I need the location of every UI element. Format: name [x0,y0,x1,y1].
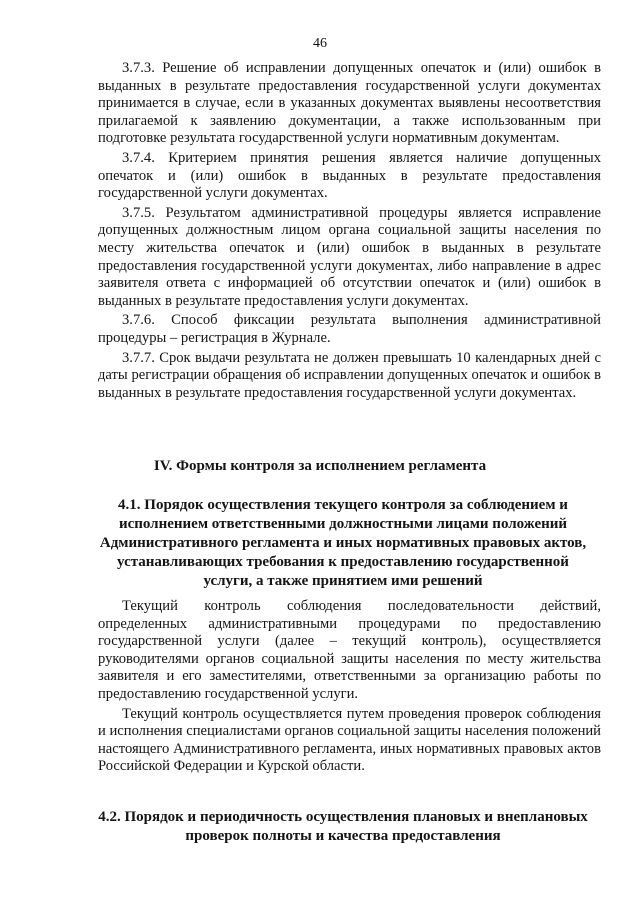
paragraph-4-1-first: Текущий контроль соблюдения последовательности действий, определенных административными процедурами по предоставлению государственной услуги (далее – текущий контроль), осуществляется руководителями органов социальной защиты населения по месту жительства заявителя и его заместителями, ответственными за организацию работы по предоставлению государственной услуги. [98,598,601,702]
paragraph-3-7-4: 3.7.4. Критерием принятия решения является наличие допущенных опечаток и (или) ошибок в выданных в результате предоставления государственной услуги документах. [98,149,601,202]
subsection-4-1-heading: 4.1. Порядок осуществления текущего контроля за соблюдением и исполнением ответственными должностными лицами положений Административного регламента и иных нормативных правовых актов, устанавливающих требования к предоставлению государственной услуги, а также принятием ими решений [99,497,587,589]
section-3-7-text [98,60,601,404]
paragraph-3-7-5: 3.7.5. Результатом административной процедуры является исправление допущенных должностным лицом органа социальной защиты населения по месту жительства опечаток и (или) ошибок в выданных в результате предоставления государственной услуги документах, либо направление в адрес заявителя ответа с информацией об отсутствии опечаток и (или) ошибок в выданных в результате предоставления услуги документах. [98,204,601,309]
paragraph-3-7-3: 3.7.3. Решение об исправлении допущенных опечаток и (или) ошибок в выданных в результате предоставления государственной услуги документах принимается в случае, если в указанных документах выявлены несоответствия прилагаемой к заявлению документации, а также использованным при подготовке результата государственной услуги нормативным документам. [98,60,601,147]
paragraph-4-1-second: Текущий контроль осуществляется путем проведения проверок соблюдения и исполнения специалистами органов социальной защиты населения положений настоящего Административного регламента, иных нормативных правовых актов Российской Федерации и Курской области. [98,705,601,775]
paragraph-3-7-7: 3.7.7. Срок выдачи результата не должен превышать 10 календарных дней с даты регистрации обращения об исправлении допущенных опечаток и ошибок в выданных в результате предоставления государственной услуги документах. [98,349,601,401]
subsection-4-2-heading: 4.2. Порядок и периодичность осуществления плановых и внеплановых проверок полноты и качества предоставления [98,809,588,844]
paragraph-3-7-6: 3.7.6. Способ фиксации результата выполнения административной процедуры – регистрация в Журнале. [98,312,601,346]
page-number: 46 [313,36,327,51]
subsection-4-1-text [98,598,601,778]
section-iv-heading: IV. Формы контроля за исполнением регламента [153,458,487,474]
